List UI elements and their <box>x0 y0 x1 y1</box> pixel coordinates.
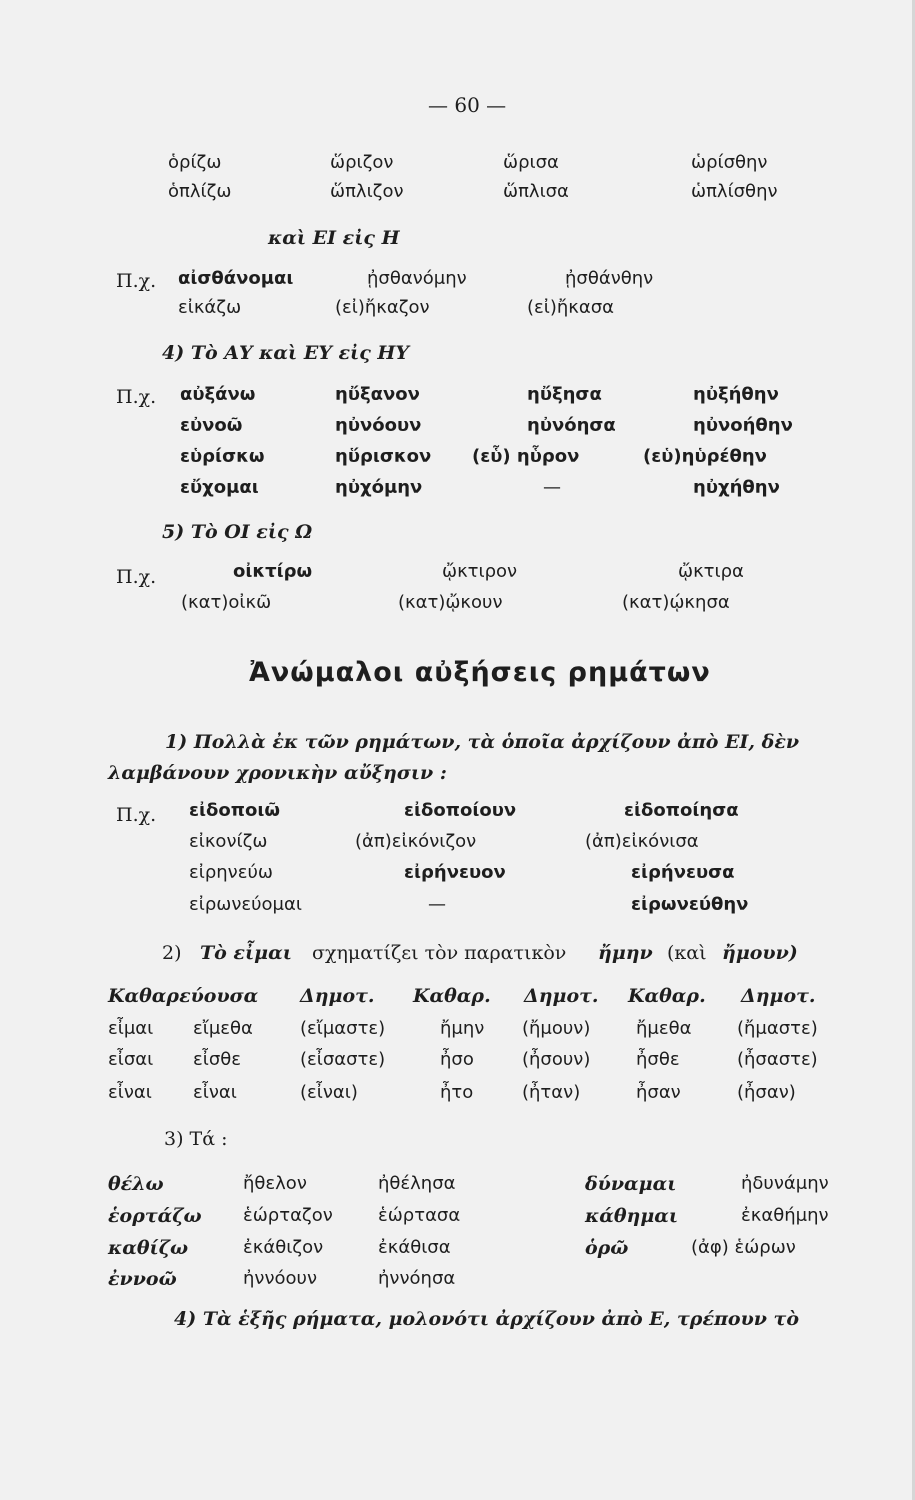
subheading-5: 5) Τὸ ΟΙ εἰς Ω <box>162 521 313 543</box>
example-label: Π.χ. <box>116 270 157 292</box>
example-label: Π.χ. <box>116 566 157 588</box>
verb-cell: ὥπλιζον <box>330 181 404 202</box>
verb-cell: εἰδοποιῶ <box>189 800 281 821</box>
verb-cell: ηὐχήθην <box>693 477 780 498</box>
point-3-text: 3) Τά : <box>164 1128 228 1150</box>
conj-cell: (ἤμαστε) <box>737 1018 818 1039</box>
verb-cell: εὔχομαι <box>180 477 259 498</box>
conj-cell: ἦσο <box>440 1049 474 1070</box>
verb-cell: ἠθέλησα <box>378 1173 456 1194</box>
verb-cell: ηὐχόμην <box>335 477 423 498</box>
conj-header: Δημοτ. <box>300 985 375 1007</box>
conj-cell: ἦτο <box>440 1082 474 1103</box>
verb-cell: εἰκονίζω <box>189 831 268 852</box>
verb-cell: ᾤκτιρον <box>442 561 518 582</box>
verb-cell: ἤθελον <box>243 1173 307 1194</box>
verb-cell: ὥριζον <box>330 152 394 173</box>
verb-cell: εἰρωνεύομαι <box>189 894 302 915</box>
page-number: — 60 — <box>428 93 507 117</box>
verb-cell: ἑώρτασα <box>378 1205 461 1226</box>
section-title: Ἀνώμαλοι αὐξήσεις ρημάτων <box>249 657 711 688</box>
conj-cell: εἶσαι <box>108 1049 154 1070</box>
example-label: Π.χ. <box>116 386 157 408</box>
verb-cell: (εὑ)ηὑρέθην <box>643 446 767 467</box>
verb-cell: οἰκτίρω <box>233 561 313 582</box>
verb-cell: ὁπλίζω <box>168 181 232 202</box>
conj-cell: (ἦσαστε) <box>737 1049 818 1070</box>
verb-cell: ᾐσθανόμην <box>367 268 467 289</box>
verb-cell: ὥπλισα <box>503 181 569 202</box>
verb-cell: ᾤκτιρα <box>678 561 744 582</box>
verb-cell: (κατ)οἰκῶ <box>181 592 272 613</box>
verb-cell: ᾐσθάνθην <box>565 268 654 289</box>
point-2-text: σχηματίζει τὸν παρατικὸν <box>312 942 567 964</box>
verb-cell: θέλω <box>108 1173 164 1195</box>
conj-cell: (εἶναι) <box>300 1082 358 1103</box>
verb-cell: εὐνοῶ <box>180 415 243 436</box>
conj-cell: εἶσθε <box>193 1049 241 1070</box>
verb-cell: ἠννόουν <box>243 1268 318 1289</box>
point-1-text: λαμβάνουν χρονικὴν αὔξησιν : <box>108 762 447 784</box>
point-2-number: 2) <box>162 942 182 964</box>
point-2-subject: Τὸ εἶμαι <box>200 942 292 964</box>
conj-cell: (εἶσαστε) <box>300 1049 386 1070</box>
verb-cell: ὡπλίσθην <box>691 181 778 202</box>
conj-cell: εἶναι <box>193 1082 237 1103</box>
conj-cell: εἴμεθα <box>193 1018 253 1039</box>
subheading-4: 4) Τὸ ΑΥ καὶ ΕΥ εἰς ΗΥ <box>162 342 409 364</box>
verb-cell: ὥρισα <box>503 152 559 173</box>
conj-cell: (ἦταν) <box>522 1082 581 1103</box>
conj-header: Καθαρ. <box>628 985 706 1007</box>
verb-cell: ἐκάθιζον <box>243 1237 324 1258</box>
verb-cell: εἰρηνεύω <box>189 862 273 883</box>
verb-cell: (ἀπ)εἰκόνισα <box>585 831 699 852</box>
verb-cell: ἐννοῶ <box>108 1268 177 1290</box>
verb-cell: εἰρήνευον <box>404 862 506 883</box>
verb-cell: (εἰ)ἤκαζον <box>335 297 430 318</box>
verb-cell: ηὐξήθην <box>693 384 779 405</box>
verb-cell: καθίζω <box>108 1237 189 1259</box>
subheading-ei: καὶ ΕΙ εἰς Η <box>268 227 400 249</box>
verb-cell: κάθημαι <box>585 1205 679 1227</box>
verb-cell: εἰδοποίησα <box>624 800 739 821</box>
verb-cell: ἑώρταζον <box>243 1205 333 1226</box>
verb-cell: ὡρίσθην <box>691 152 768 173</box>
point-2-text: (καὶ <box>667 942 707 964</box>
verb-cell: ὁρῶ <box>585 1237 629 1259</box>
verb-cell: ηὐνόησα <box>527 415 616 436</box>
verb-cell: εἰκάζω <box>178 297 242 318</box>
point-2-form: ἤμουν) <box>722 942 798 964</box>
conj-cell: ἦσθε <box>636 1049 680 1070</box>
verb-cell: εἰρήνευσα <box>631 862 735 883</box>
conj-cell: (ἤμουν) <box>522 1018 591 1039</box>
conj-cell: (ἦσαν) <box>737 1082 796 1103</box>
verb-cell: (εὗ) ηὗρον <box>472 446 580 467</box>
conj-header: Δημοτ. <box>524 985 599 1007</box>
verb-cell: ηὐνοήθην <box>693 415 793 436</box>
point-4-text: 4) Τὰ ἑξῆς ρήματα, μολονότι ἀρχίζουν ἀπὸ Ε, τρέπουν τὸ <box>174 1308 800 1330</box>
verb-cell: (κατ)ᾤκουν <box>398 592 503 613</box>
point-1-text: 1) Πολλὰ ἐκ τῶν ρημάτων, τὰ ὁποῖα ἀρχίζουν ἀπὸ ΕΙ, δὲν <box>165 731 800 753</box>
verb-cell: εὑρίσκω <box>180 446 265 467</box>
verb-cell: εἰρωνεύθην <box>631 894 749 915</box>
verb-cell: (ἀπ)εἰκόνιζον <box>355 831 477 852</box>
verb-cell: ηὕρισκον <box>335 446 432 467</box>
point-2-form: ἤμην <box>598 942 653 964</box>
conj-cell: ἦσαν <box>636 1082 681 1103</box>
verb-cell: ηὐνόουν <box>335 415 422 436</box>
verb-cell: αὐξάνω <box>180 384 256 405</box>
verb-cell: ἐκάθισα <box>378 1237 451 1258</box>
verb-cell: ἠδυνάμην <box>741 1173 829 1194</box>
verb-cell: (εἰ)ἤκασα <box>527 297 615 318</box>
verb-cell: αἰσθάνομαι <box>178 268 294 289</box>
verb-cell: ἐκαθήμην <box>741 1205 829 1226</box>
verb-cell: ὁρίζω <box>168 152 222 173</box>
conj-cell: εἶμαι <box>108 1018 154 1039</box>
verb-cell: (κατ)ῴκησα <box>622 592 730 613</box>
conj-cell: ἤμην <box>440 1018 485 1039</box>
example-label: Π.χ. <box>116 804 157 826</box>
verb-cell: ηὔξησα <box>527 384 602 405</box>
conj-cell: (εἴμαστε) <box>300 1018 386 1039</box>
verb-cell: ἑορτάζω <box>108 1205 202 1227</box>
conj-header: Δημοτ. <box>741 985 816 1007</box>
verb-cell: ηὔξανον <box>335 384 420 405</box>
conj-header: Καθαρεύουσα <box>108 985 259 1007</box>
verb-cell: (ἀφ) ἑώρων <box>691 1237 796 1258</box>
verb-cell: — <box>428 894 446 915</box>
conj-cell: ἤμεθα <box>636 1018 692 1039</box>
verb-cell: δύναμαι <box>585 1173 677 1195</box>
conj-header: Καθαρ. <box>413 985 491 1007</box>
conj-cell: εἶναι <box>108 1082 152 1103</box>
verb-cell: ἠννόησα <box>378 1268 456 1289</box>
conj-cell: (ἦσουν) <box>522 1049 591 1070</box>
verb-cell: εἰδοποίουν <box>404 800 517 821</box>
verb-cell: — <box>543 477 561 498</box>
